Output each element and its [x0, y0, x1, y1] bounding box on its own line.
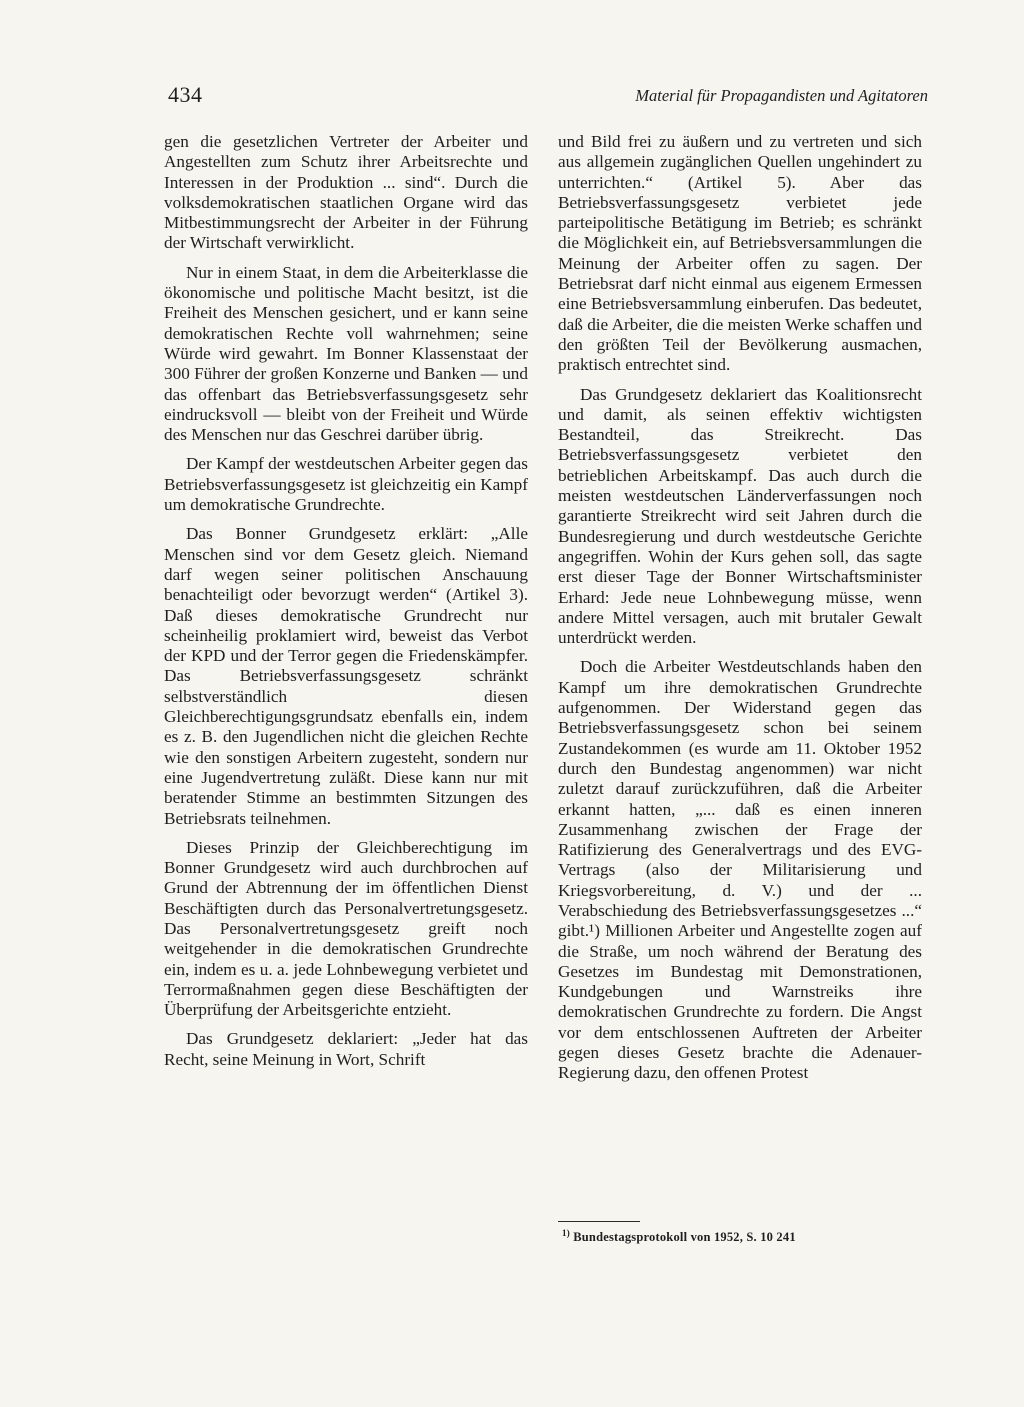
footnote-marker: 1) [562, 1228, 570, 1238]
footnote-text: Bundestagsprotokoll von 1952, S. 10 241 [573, 1230, 796, 1245]
paragraph: Der Kampf der westdeutschen Arbeiter gegen das Betriebsverfassungsgesetz ist gleichzeitig ein Kampf um demokratische Grundrechte. [164, 454, 528, 515]
right-column [558, 132, 922, 1084]
paragraph: Nur in einem Staat, in dem die Arbeiterklasse die ökonomische und politische Macht besitzt, ist die Freiheit des Menschen gesichert, und er kann seine demokratischen Rechte voll wahrnehmen; seine Würde wird gewahrt. Im Bonner Klassenstaat der 300 Führer der großen Konzerne und Banken — und das offenbart das Betriebsverfassungsgesetz sehr eindrucksvoll — bleibt von der Freiheit und Würde des Menschen nur das Geschrei darüber übrig. [164, 262, 528, 445]
paragraph: gen die gesetzlichen Vertreter der Arbeiter und Angestellten zum Schutz ihrer Arbeitsrechte und Interessen in der Produktion ... sind“. Durch die volksdemokratischen staatlichen Organe wird das Mitbestimmungsrecht der Arbeiter in der Führung der Wirtschaft verwirklicht. [164, 132, 528, 253]
footnote-divider [558, 1221, 640, 1222]
paragraph: Das Grundgesetz deklariert: „Jeder hat das Recht, seine Meinung in Wort, Schrift [164, 1029, 528, 1069]
paragraph: Doch die Arbeiter Westdeutschlands haben den Kampf um ihre demokratischen Grundrechte aufgenommen. Der Widerstand gegen das Betriebsverfassungsgesetz schon bei seinem Zustandekommen (es wurde am 11. Oktober 1952 durch den Bundestag angenommen) war nicht zuletzt darauf zurückzuführen, daß die Arbeiter erkannt hatten, „... daß es einen inneren Zusammenhang zwischen der Frage der Ratifizierung des Generalvertrags und des EVG-Vertrags (also der Militarisierung und Kriegsvorbereitung, d. V.) und der ... Verabschiedung des Betriebsverfassungsgesetzes ...“ gibt.¹) Millionen Arbeiter und Angestellte zogen auf die Straße, um noch während der Beratung des Gesetzes im Bundestag mit Demonstrationen, Kundgebungen und Warnstreiks ihre demokratischen Grundrechte zu fordern. Die Angst vor dem entschlossenen Auftreten der Arbeiter gegen dieses Gesetz brachte die Adenauer-Regierung dazu, den offenen Protest [558, 657, 922, 1083]
paragraph: Das Bonner Grundgesetz erklärt: „Alle Menschen sind vor dem Gesetz gleich. Niemand darf wegen seiner politischen Anschauung benachteiligt oder bevorzugt werden“ (Artikel 3). Daß dieses demokratische Grundrecht nur scheinheilig proklamiert wird, beweist das Verbot der KPD und der Terror gegen die Friedenskämpfer. Das Betriebsverfassungsgesetz schränkt selbstverständlich diesen Gleichberechtigungsgrundsatz ebenfalls ein, indem es z. B. den Jugendlichen nicht die gleichen Rechte wie den sonstigen Arbeitern zugesteht, sondern nur eine Jugendvertretung zuläßt. Diese kann nur mit beratender Stimme an bestimmten Sitzungen des Betriebsrats teilnehmen. [164, 524, 528, 828]
paragraph: Das Grundgesetz deklariert das Koalitionsrecht und damit, als seinen effektiv wichtigsten Bestandteil, das Streikrecht. Das Betriebsverfassungsgesetz verbietet den betrieblichen Arbeitskampf. Das auch durch die meisten westdeutschen Länderverfassungen noch garantierte Streikrecht wird seit Jahren durch die Bundesregierung und durch westdeutsche Gerichte angegriffen. Wohin der Kurs gehen soll, das sagte erst dieser Tage der Bonner Wirtschaftsminister Erhard: Jede neue Lohnbewegung müsse, wenn andere Mittel versagen, auch mit brutaler Gewalt unterdrückt werden. [558, 384, 922, 648]
page-header [168, 82, 928, 112]
running-title: Material für Propagandisten und Agitatoren [635, 86, 928, 105]
paragraph: Dieses Prinzip der Gleichberechtigung im Bonner Grundgesetz wird auch durchbrochen auf Grund der Abtrennung der im öffentlichen Dienst Beschäftigten durch das Personalvertretungsgesetz. Das Personalvertretungsgesetz greift noch weitgehender in die demokratischen Grundrechte ein, indem es u. a. jede Lohnbewegung verbietet und Terrormaßnahmen gegen diese Beschäftigten der Überprüfung der Arbeitsgerichte entzieht. [164, 837, 528, 1020]
left-column [164, 132, 528, 1070]
footnote [562, 1228, 926, 1245]
page-number: 434 [168, 82, 203, 107]
paragraph: und Bild frei zu äußern und zu vertreten und sich aus allgemein zugänglichen Quellen ungehindert zu unterrichten.“ (Artikel 5). Aber das Betriebsverfassungsgesetz verbietet jede parteipolitische Betätigung im Betrieb; es schränkt die Möglichkeit ein, auf Betriebsversammlungen die Meinung der Arbeiter offen zu sagen. Der Betriebsrat darf nicht einmal aus eigenem Ermessen eine Betriebsversammlung einberufen. Das bedeutet, daß die Arbeiter, die die meisten Werke schaffen und den größten Teil der Bevölkerung ausmachen, praktisch entrechtet sind. [558, 132, 922, 375]
